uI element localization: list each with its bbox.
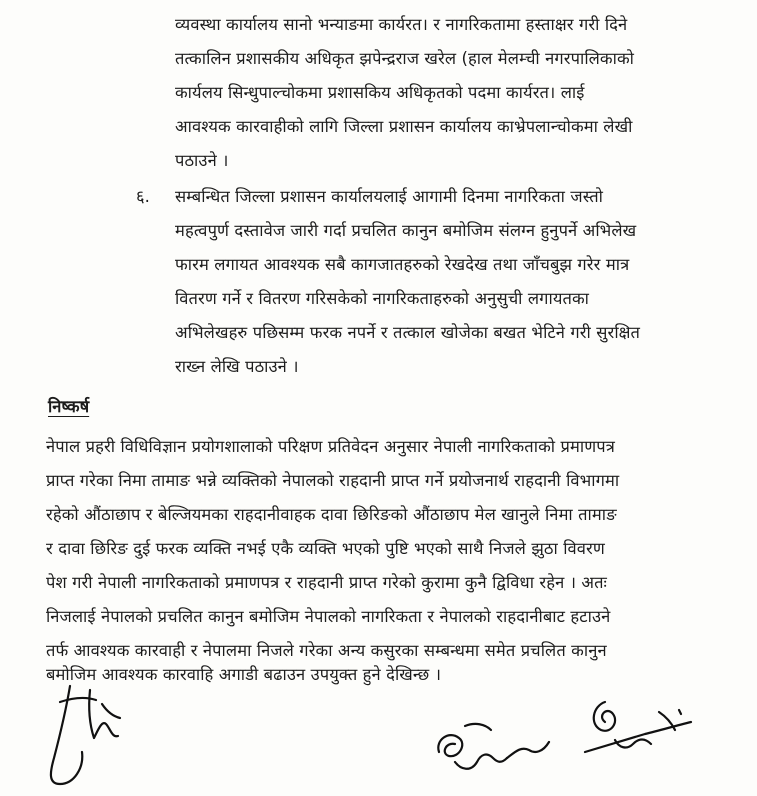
item-line: राख्न लेखि पठाउने । — [175, 357, 299, 376]
signature-left — [40, 680, 150, 792]
conclusion-line: नेपाल प्रहरी विधिविज्ञान प्रयोगशालाको परिक्षण प्रतिवेदन अनुसार नेपाली नागरिकताको प्रमाणपत्र — [46, 437, 615, 456]
item-line: अभिलेखहरु पछिसम्म फरक नपर्ने र तत्काल खोजेका बखत भेटिने गरी सुरक्षित — [175, 323, 641, 342]
item-line: वितरण गर्ने र वितरण गरिसकेको नागरिकताहरुको अनुसुची लगायतका — [175, 289, 590, 308]
conclusion-line: निजलाई नेपालको प्रचलित कानुन बमोजिम नेपालको नागरिकता र नेपालको राहदानीबाट हटाउने — [46, 607, 611, 626]
paragraph-line: आवश्यक कारवाहीको लागि जिल्ला प्रशासन कार्यालय काभ्रेपलान्चोकमा लेखी — [175, 117, 633, 136]
conclusion-line: बमोजिम आवश्यक कारवाहि अगाडी बढाउन उपयुक्त हुने देखिन्छ । — [46, 665, 442, 684]
item-number: ६. — [136, 187, 150, 206]
signature-middle — [425, 712, 565, 784]
paragraph-line: तत्कालिन प्रशासकीय अधिकृत झपेन्द्रराज खरेल (हाल मेलम्ची नगरपालिकाको — [175, 49, 635, 68]
paragraph-line: पठाउने । — [175, 151, 229, 170]
item-line: फारम लगायत आवश्यक सबै कागजातहरुको रेखदेख तथा जाँचबुझ गरेर मात्र — [175, 255, 630, 274]
conclusion-line: पेश गरी नेपाली नागरिकताको प्रमाणपत्र र राहदानी प्राप्त गरेको कुरामा कुनै द्विविधा रहेन । अतः — [46, 573, 607, 592]
conclusion-heading: निष्कर्ष — [48, 397, 90, 416]
conclusion-line: तर्फ आवश्यक कारवाही र नेपालमा निजले गरेका अन्य कसुरका सम्बन्धमा समेत प्रचलित कानुन — [46, 641, 607, 660]
conclusion-line: प्राप्त गरेका निमा तामाङ भन्ने व्यक्तिको नेपालको राहदानी प्राप्त गर्ने प्रयोजनार्थ राहदानी विभागमा — [46, 471, 620, 490]
item-line: सम्बन्धित जिल्ला प्रशासन कार्यालयलाई आगामी दिनमा नागरिकता जस्तो — [175, 187, 604, 206]
item-line: महत्वपुर्ण दस्तावेज जारी गर्दा प्रचलित कानुन बमोजिम संलग्न हुनुपर्ने अभिलेख — [175, 221, 637, 240]
conclusion-line: रहेको औंठाछाप र बेल्जियमका राहदानीवाहक दावा छिरिङको औंठाछाप मेल खानुले निमा तामाङ — [46, 505, 617, 524]
paragraph-line: व्यवस्था कार्यालय सानो भन्याङमा कार्यरत। र नागरिकतामा हस्ताक्षर गरी दिने — [175, 15, 628, 34]
conclusion-line: र दावा छिरिङ दुई फरक व्यक्ति नभई एकै व्यक्ति भएको पुष्टि भएको साथै निजले झुठा विवरण — [46, 539, 605, 558]
paragraph-line: कार्यलय सिन्धुपाल्चोकमा प्रशासकिय अधिकृतको पदमा कार्यरत। लाई — [175, 83, 585, 102]
signature-right — [575, 692, 705, 772]
